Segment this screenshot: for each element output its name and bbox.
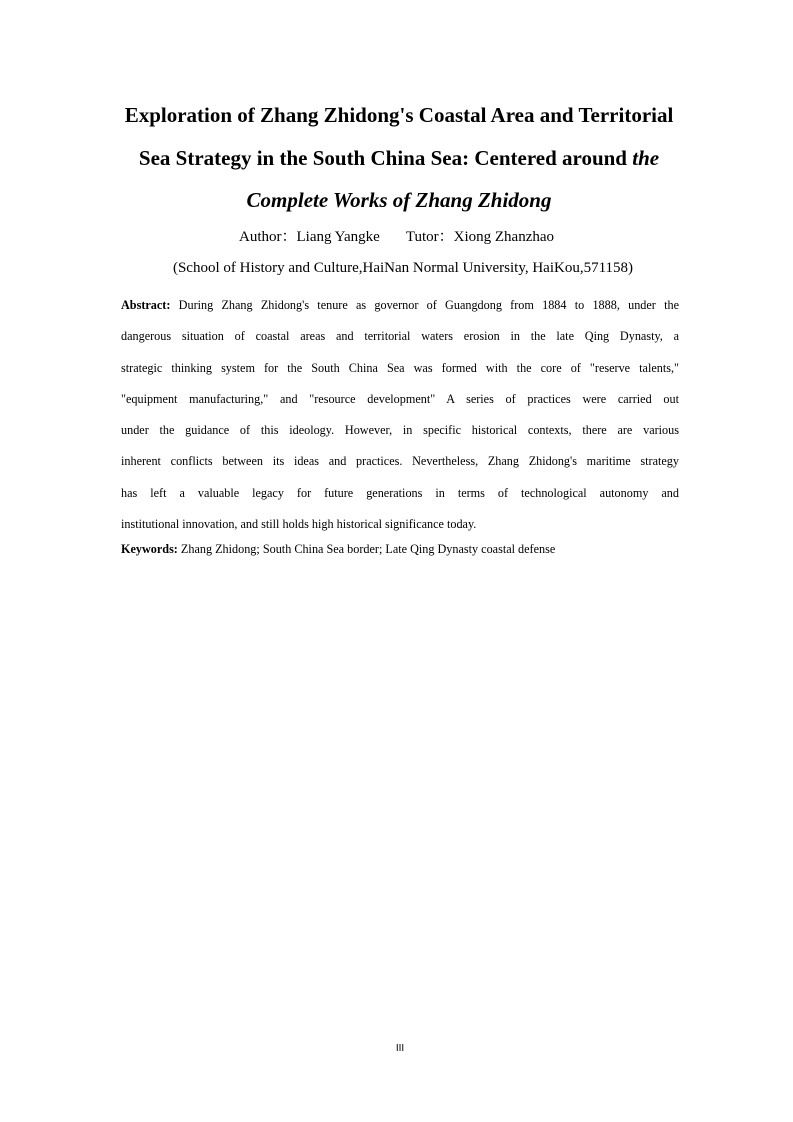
abstract-line: under the guidance of this ideology. However, in specific historical contexts, there are various xyxy=(121,423,679,438)
author-line xyxy=(0,228,793,246)
abstract-line: has left a valuable legacy for future generations in terms of technological autonomy and xyxy=(121,485,679,500)
abstract-line: institutional innovation, and still holds high historical significance today. xyxy=(121,517,477,532)
title-line-3: Complete Works of Zhang Zhidong xyxy=(246,188,552,212)
author-label: Author： xyxy=(238,229,297,245)
abstract-line xyxy=(121,290,679,321)
title-line-2 xyxy=(100,137,698,180)
abstract-line: "equipment manufacturing," and "resource development" A series of practices were carried out xyxy=(121,391,679,406)
title-line-2-text: Sea Strategy in the South China Sea: Centered around xyxy=(138,145,633,170)
abstract xyxy=(121,290,679,540)
keywords xyxy=(121,540,679,558)
tutor-label: Tutor： xyxy=(405,229,454,245)
abstract-label: Abstract: xyxy=(121,298,171,312)
keywords-label: Keywords: xyxy=(121,542,178,556)
page-number: III xyxy=(395,1043,405,1054)
abstract-line: dangerous situation of coastal areas and territorial waters erosion in the late Qing Dynasty, a xyxy=(121,329,679,344)
author-name: Liang Yangke xyxy=(296,229,380,245)
tutor-name: Xiong Zhanzhao xyxy=(453,229,555,245)
title-line-1: Exploration of Zhang Zhidong's Coastal Area and Territorial xyxy=(124,103,674,127)
keywords-text: Zhang Zhidong; South China Sea border; Late Qing Dynasty coastal defense xyxy=(177,542,556,556)
title-line-2-italic: the xyxy=(632,145,660,170)
affiliation: (School of History and Culture,HaiNan Normal University, HaiKou,571158) xyxy=(172,260,634,276)
abstract-line: strategic thinking system for the South China Sea was formed with the core of "reserve talents," xyxy=(121,360,679,375)
paper-title xyxy=(100,94,698,222)
abstract-line: inherent conflicts between its ideas and practices. Nevertheless, Zhang Zhidong's maritime strategy xyxy=(121,454,679,469)
abstract-line-text: During Zhang Zhidong's tenure as governor of Guangdong from 1884 to 1888, under the xyxy=(170,298,679,312)
